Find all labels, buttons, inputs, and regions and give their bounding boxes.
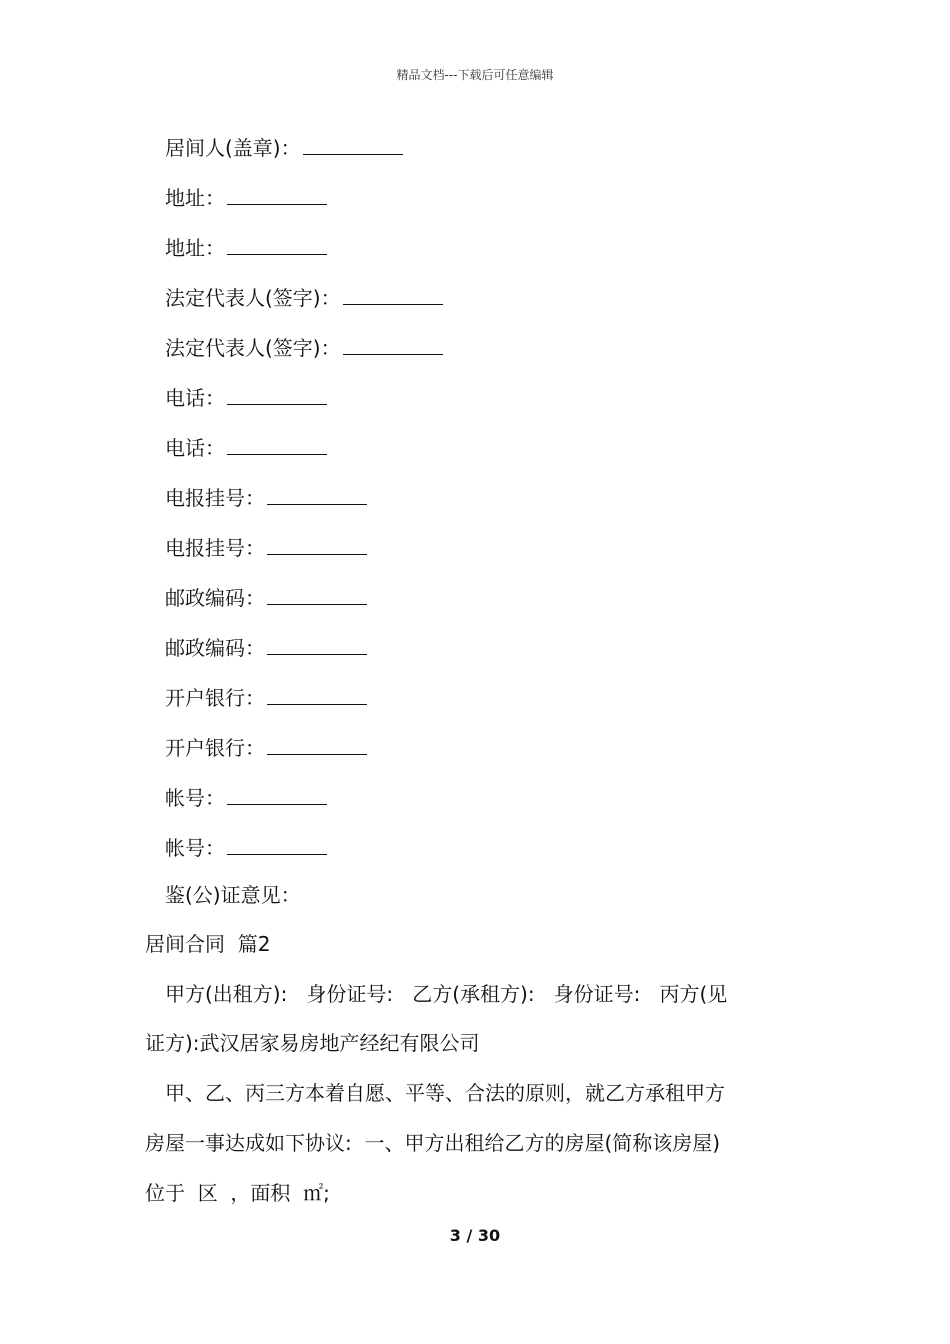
field-blank [267,586,367,605]
field-bank-2 [165,736,367,760]
field-blank [267,736,367,755]
field-label: 邮政编码： [165,636,265,660]
field-label: 地址： [165,236,225,260]
paragraph-agreement-line-3: 位于 区 ，面积 ㎡; [145,1181,330,1205]
field-blank [343,336,443,355]
field-label: 法定代表人(签字)： [165,286,341,310]
paragraph-parties-line-1: 甲方(出租方): 身份证号: 乙方(承租方): 身份证号: 丙方(见 [165,982,728,1006]
field-blank [227,236,327,255]
field-label: 帐号： [165,786,225,810]
field-label: 电报挂号： [165,486,265,510]
field-legal-rep-2 [165,336,443,360]
field-blank [343,286,443,305]
field-blank [303,136,403,155]
field-blank [227,436,327,455]
field-label: 地址： [165,186,225,210]
field-label: 开户银行： [165,736,265,760]
field-label: 邮政编码： [165,586,265,610]
field-blank [227,186,327,205]
field-blank [267,536,367,555]
paragraph-agreement-line-1: 甲、乙、丙三方本着自愿、平等、合法的原则，就乙方承租甲方 [165,1081,725,1105]
field-blank [227,386,327,405]
field-account-1 [165,786,327,810]
field-intermediary-seal [165,136,403,160]
field-blank [267,686,367,705]
paragraph-agreement-line-2: 房屋一事达成如下协议: 一、甲方出租给乙方的房屋(简称该房屋) [145,1131,721,1155]
section-title: 居间合同 篇2 [145,932,271,956]
notary-opinion: 鉴(公)证意见： [165,883,301,907]
field-label: 电话： [165,386,225,410]
field-address-2 [165,236,327,260]
field-phone-2 [165,436,327,460]
field-legal-rep-1 [165,286,443,310]
field-account-2 [165,836,327,860]
field-label: 开户银行： [165,686,265,710]
field-blank [227,786,327,805]
field-blank [267,486,367,505]
field-address-1 [165,186,327,210]
field-postcode-1 [165,586,367,610]
field-bank-1 [165,686,367,710]
page-header: 精品文档---下载后可任意编辑 [396,68,554,82]
field-blank [267,636,367,655]
page-number: 3 / 30 [449,1226,501,1245]
field-telegram-2 [165,536,367,560]
field-label: 居间人(盖章)： [165,136,301,160]
field-telegram-1 [165,486,367,510]
field-blank [227,836,327,855]
field-phone-1 [165,386,327,410]
field-label: 帐号： [165,836,225,860]
field-postcode-2 [165,636,367,660]
field-label: 法定代表人(签字)： [165,336,341,360]
field-label: 电报挂号： [165,536,265,560]
paragraph-parties-line-2: 证方):武汉居家易房地产经纪有限公司 [145,1031,480,1055]
field-label: 电话： [165,436,225,460]
